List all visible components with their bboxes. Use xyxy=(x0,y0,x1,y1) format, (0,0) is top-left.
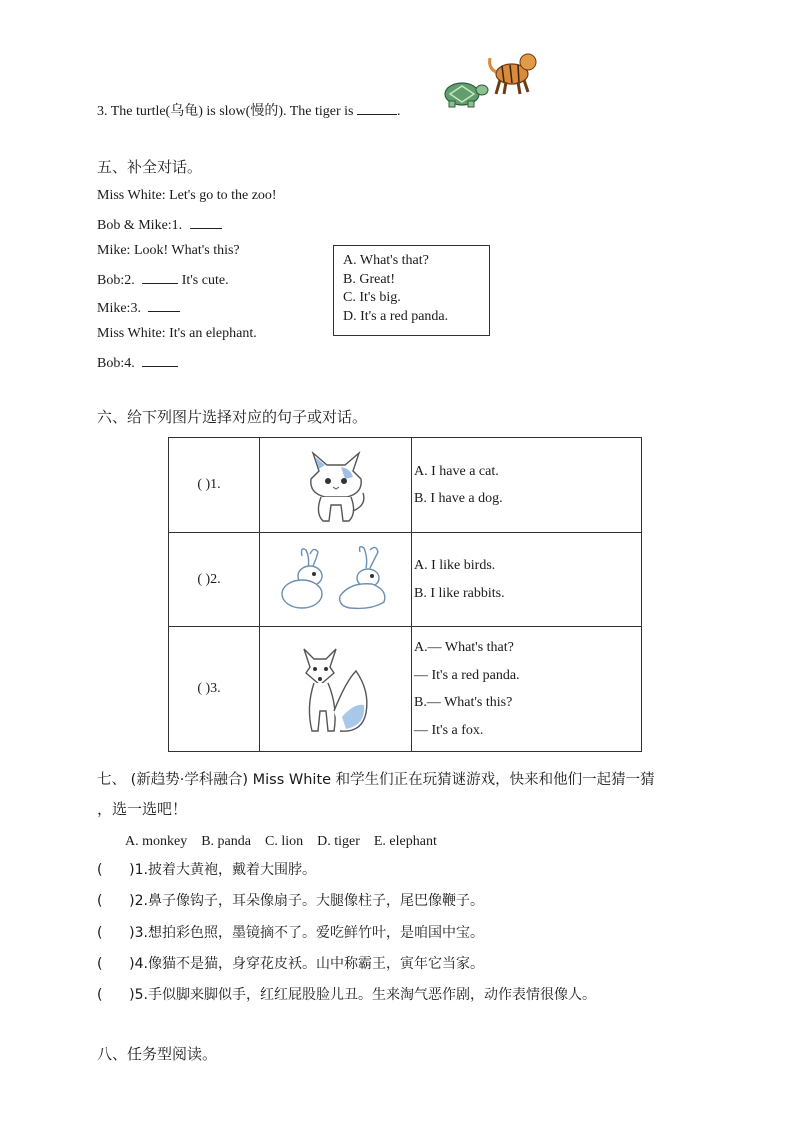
dialogue-line: Bob:2. It's cute. xyxy=(97,270,229,290)
riddle-text: 手似脚来脚似手，红红屁股脸儿丑。生来淘气恶作剧，动作表情很像人。 xyxy=(147,987,596,1003)
answer-blank[interactable] xyxy=(142,353,178,367)
option-b-answer: — It's a fox. xyxy=(414,722,484,738)
option-b: B.— What's this? xyxy=(414,695,513,710)
fox-icon xyxy=(296,641,376,737)
option-d: D. It's a red panda. xyxy=(343,308,449,324)
tiger-icon xyxy=(490,54,536,94)
section-5-heading: 五、补全对话。 xyxy=(97,158,203,176)
option-b: B. I have a dog. xyxy=(414,491,503,506)
riddle-text: 像猫不是猫，身穿花皮袄。山中称霸王，寅年它当家。 xyxy=(147,956,484,972)
option-b: B. I like rabbits. xyxy=(414,585,505,601)
options-box xyxy=(333,245,490,336)
section-6-heading: 六、给下列图片选择对应的句子或对话。 xyxy=(97,408,368,426)
riddle-number[interactable]: ( )2. xyxy=(97,893,148,909)
question-3-end: . xyxy=(397,104,401,119)
riddle-number[interactable]: ( )5. xyxy=(97,987,148,1003)
riddle-text: 鼻子像钩子，耳朵像扇子。大腿像柱子，尾巴像鞭子。 xyxy=(147,893,484,909)
answer-blank[interactable] xyxy=(357,101,397,115)
riddle-text: 披着大黄袍，戴着大围脖。 xyxy=(147,862,316,878)
option-a-answer: — It's a red panda. xyxy=(414,667,520,683)
riddle-item xyxy=(97,955,484,973)
dialogue-line: Mike:3. xyxy=(97,298,180,318)
option-a: A. I like birds. xyxy=(414,558,496,573)
dialogue-line: Mike: Look! What's this? xyxy=(97,243,240,258)
question-3 xyxy=(97,101,401,121)
dialogue-line: Miss White: Let's go to the zoo! xyxy=(97,188,277,203)
dialogue-line: Bob & Mike:1. xyxy=(97,215,222,235)
answer-options xyxy=(412,627,642,752)
section-7-heading-continued: ，选一选吧！ xyxy=(97,800,188,818)
riddle-number[interactable]: ( )4. xyxy=(97,956,148,972)
table-row xyxy=(169,438,642,533)
riddle-choices: A. monkey B. panda C. lion D. tiger E. elephant xyxy=(125,834,437,849)
option-b: B. Great! xyxy=(343,271,396,287)
answer-blank[interactable] xyxy=(148,298,180,312)
rabbits-icon xyxy=(280,546,392,614)
riddle-item xyxy=(97,924,484,942)
riddle-number[interactable]: ( )1. xyxy=(97,862,148,878)
option-c: C. It's big. xyxy=(343,290,401,305)
table-row xyxy=(169,627,642,752)
section-8-heading: 八、任务型阅读。 xyxy=(97,1045,218,1063)
answer-options xyxy=(412,533,642,627)
dialogue-line: Bob:4. xyxy=(97,353,178,373)
answer-blank[interactable] xyxy=(190,215,222,229)
fox-picture xyxy=(260,627,412,752)
rabbits-picture xyxy=(260,533,412,627)
riddle-item xyxy=(97,861,316,879)
option-a: A. What's that? xyxy=(343,253,429,268)
dialogue-line: Miss White: It's an elephant. xyxy=(97,326,257,341)
turtle-tiger-illustration xyxy=(440,50,540,112)
riddle-item xyxy=(97,892,484,910)
option-a: A. I have a cat. xyxy=(414,463,499,479)
row-number[interactable]: ( )3. xyxy=(169,627,260,752)
table-row xyxy=(169,533,642,627)
question-3-text: 3. The turtle(乌龟) is slow(慢的). The tiger is xyxy=(97,104,354,119)
section-7-heading: 七、 (新趋势·学科融合) Miss White 和学生们正在玩猜谜游戏，快来和他们一起猜一猜 xyxy=(97,772,655,788)
row-number[interactable]: ( )1. xyxy=(169,438,260,533)
answer-options xyxy=(412,438,642,533)
riddle-text: 想拍彩色照，墨镜摘不了。爱吃鲜竹叶，是咱国中宝。 xyxy=(147,925,484,941)
turtle-icon xyxy=(445,83,488,107)
picture-match-table xyxy=(168,437,642,752)
cat-picture xyxy=(260,438,412,533)
riddle-number[interactable]: ( )3. xyxy=(97,925,148,941)
answer-blank[interactable] xyxy=(142,270,178,284)
cat-icon xyxy=(301,445,371,525)
riddle-item xyxy=(97,986,596,1004)
option-a: A.— What's that? xyxy=(414,640,514,655)
row-number[interactable]: ( )2. xyxy=(169,533,260,627)
